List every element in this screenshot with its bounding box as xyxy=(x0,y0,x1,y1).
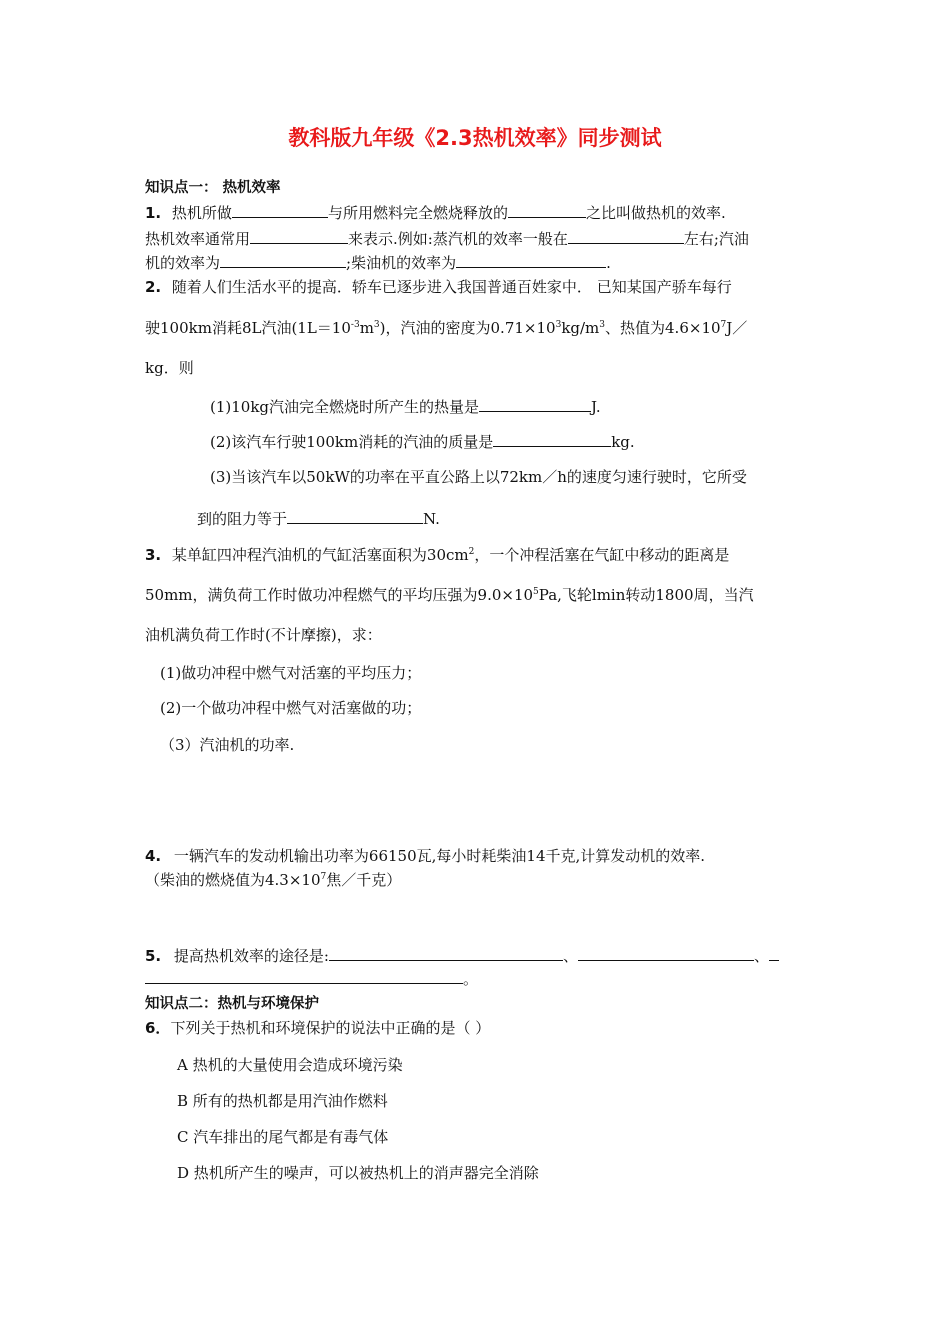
question-3-sub-3: （3）汽油机的功率. xyxy=(160,736,295,754)
question-2-line-2 xyxy=(145,318,747,338)
q4-text: 焦／千克） xyxy=(326,871,402,889)
q2-sub2-unit: kg. xyxy=(611,433,635,451)
answer-blank[interactable] xyxy=(250,228,348,244)
question-number: 6． xyxy=(145,1019,171,1037)
question-number: 5. xyxy=(145,947,162,965)
q1-text-i: . xyxy=(606,254,611,272)
superscript: 5 xyxy=(533,587,539,597)
q1-text-f: 左右;汽油 xyxy=(683,230,749,248)
q5-end: 。 xyxy=(463,970,479,988)
question-3-line-3: 油机满负荷工作时(不计摩擦)，求： xyxy=(145,626,382,644)
answer-blank[interactable] xyxy=(493,431,611,447)
question-1-line-1 xyxy=(145,202,726,223)
question-1-line-2 xyxy=(145,228,749,249)
question-6-line-1 xyxy=(145,1018,490,1038)
question-2-sub-3-cont xyxy=(197,508,440,529)
q6-text: 下列关于热机和环境保护的说法中正确的是（ ） xyxy=(170,1019,491,1037)
answer-blank[interactable] xyxy=(145,968,463,984)
question-4-line-2 xyxy=(145,870,401,890)
q3-text: ，一个冲程活塞在气缸中移动的距离是 xyxy=(474,546,730,564)
superscript: 2 xyxy=(468,547,475,557)
question-3-sub-2: (2)一个做功冲程中燃气对活塞做的功； xyxy=(160,699,422,717)
q2-sub1-text: (1)10kg汽油完全燃烧时所产生的热量是 xyxy=(210,398,480,416)
q2-text: 驶100km消耗8L汽油(1L＝10 xyxy=(145,319,351,337)
question-3-line-1 xyxy=(145,545,729,565)
option-c[interactable]: C 汽车排出的尾气都是有毒气体 xyxy=(177,1128,389,1146)
superscript: 7 xyxy=(720,320,727,330)
superscript: 3 xyxy=(555,320,562,330)
q3-text: Pa,飞轮lmin转动1800周，当汽 xyxy=(538,586,754,604)
question-number: 2. xyxy=(145,278,162,296)
question-1-line-3 xyxy=(145,252,611,273)
answer-blank[interactable] xyxy=(456,252,606,268)
question-5-line-1 xyxy=(145,945,779,966)
question-number: 3. xyxy=(145,546,162,564)
question-3-sub-1: (1)做功冲程中燃气对活塞的平均压力； xyxy=(160,664,422,682)
superscript: 3 xyxy=(599,320,606,330)
q4-text: （柴油的燃烧值为4.3×10 xyxy=(145,871,321,889)
question-4-line-1 xyxy=(145,846,705,866)
q5-text: 提高热机效率的途径是: xyxy=(173,947,329,965)
q3-text: 50mm，满负荷工作时做功冲程燃气的平均压强为9.0×10 xyxy=(145,586,534,604)
question-2-line-3: kg．则 xyxy=(145,359,194,377)
section-heading-1: 知识点一： 热机效率 xyxy=(145,180,281,196)
answer-blank[interactable] xyxy=(220,252,346,268)
option-a[interactable]: A 热机的大量使用会造成环境污染 xyxy=(177,1056,403,1074)
q1-text-g: 机的效率为 xyxy=(145,254,221,272)
superscript: -3 xyxy=(350,320,360,330)
question-2-sub-2 xyxy=(210,431,635,452)
q2-text: 、热值为4.6×10 xyxy=(605,319,721,337)
q1-text-a: 热机所做 xyxy=(171,204,232,222)
question-5-line-2 xyxy=(145,968,478,989)
answer-blank[interactable] xyxy=(578,945,754,961)
q2-line1: 随着人们生活水平的提高．轿车已逐步进入我国普通百姓家中． 已知某国产骄车每行 xyxy=(171,278,732,296)
q5-separator: 、 xyxy=(754,947,770,965)
q1-text-d: 热机效率通常用 xyxy=(145,230,251,248)
option-d[interactable]: D 热机所产生的噪声，可以被热机上的消声器完全消除 xyxy=(177,1164,539,1182)
q2-sub3-text: 到的阻力等于 xyxy=(197,510,288,528)
q1-text-e: 来表示.例如:蒸汽机的效率一般在 xyxy=(348,230,568,248)
q5-separator: 、 xyxy=(562,947,578,965)
question-number: 1. xyxy=(145,204,162,222)
page-title: 教科版九年级《2.3热机效率》同步测试 xyxy=(288,126,662,150)
answer-blank[interactable] xyxy=(287,508,423,524)
question-2-sub-3: (3)当该汽车以50kW的功率在平直公路上以72km／h的速度匀速行驶时，它所受 xyxy=(210,468,747,486)
q2-text: )，汽油的密度为0.71×10 xyxy=(379,319,556,337)
q2-sub2-text: (2)该汽车行驶100km消耗的汽油的质量是 xyxy=(210,433,494,451)
q1-text-b: 与所用燃料完全燃烧释放的 xyxy=(327,204,508,222)
question-2-line-1 xyxy=(145,277,732,297)
q2-text: m xyxy=(359,319,374,337)
q1-text-c: 之比叫做热机的效率. xyxy=(585,204,726,222)
q2-sub3-unit: N. xyxy=(423,510,440,528)
option-b[interactable]: B 所有的热机都是用汽油作燃料 xyxy=(177,1092,388,1110)
question-3-line-2 xyxy=(145,585,754,605)
q2-sub1-unit: J. xyxy=(591,398,601,416)
superscript: 7 xyxy=(320,872,327,882)
q4-text: 一辆汽车的发动机输出功率为66150瓦,每小时耗柴油14千克,计算发动机的效率. xyxy=(173,847,706,865)
answer-blank[interactable] xyxy=(769,945,779,961)
q1-text-h: ;柴油机的效率为 xyxy=(346,254,457,272)
answer-blank[interactable] xyxy=(479,396,591,412)
question-number: 4. xyxy=(145,847,162,865)
answer-blank[interactable] xyxy=(232,202,328,218)
question-2-sub-1 xyxy=(210,396,601,417)
q2-text: kg/m xyxy=(561,319,600,337)
answer-blank[interactable] xyxy=(329,945,563,961)
section-heading-2: 知识点二：热机与环境保护 xyxy=(145,996,319,1012)
answer-blank[interactable] xyxy=(508,202,586,218)
q3-text: 某单缸四冲程汽油机的气缸活塞面积为30cm xyxy=(171,546,469,564)
q2-text: J／ xyxy=(726,319,748,337)
superscript: 3 xyxy=(373,320,380,330)
answer-blank[interactable] xyxy=(568,228,684,244)
